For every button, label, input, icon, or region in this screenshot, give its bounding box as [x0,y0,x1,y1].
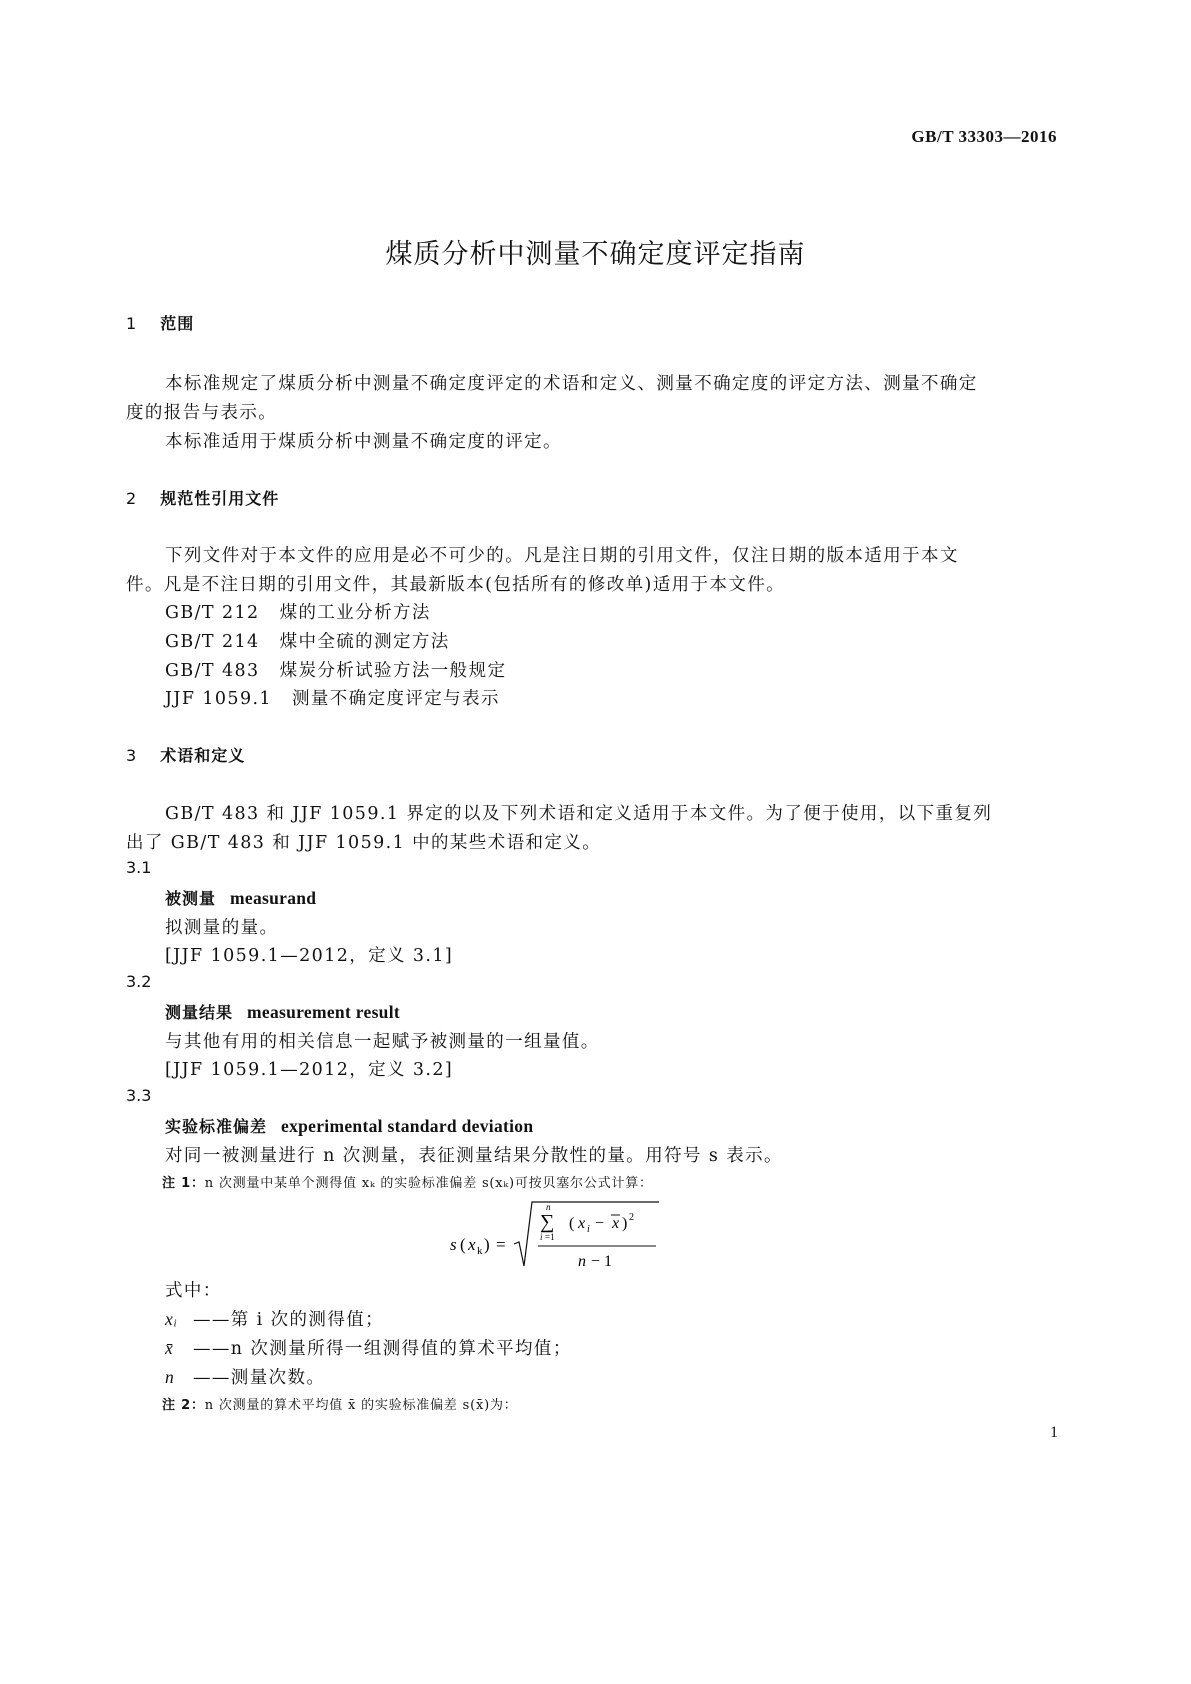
section-1-heading [126,311,194,334]
reference-title: 测量不确定度评定与表示 [291,689,500,709]
symbol-definition [165,1306,384,1331]
term-en: experimental standard deviation [281,1116,534,1136]
reference-code: GB/T 214 [165,632,260,652]
section-1-para-1-line-1: 本标准规定了煤质分析中测量不确定度评定的术语和定义、测量不确定度的评定方法、测量不确定 [165,374,978,394]
section-1-para-1-line-2: 度的报告与表示。 [126,403,278,423]
section-2-para-line-1: 下列文件对于本文件的应用是必不可少的。凡是注日期的引用文件，仅注日期的版本适用于本文 [165,546,959,566]
symbol-definition [165,1335,572,1360]
term-zh: 实验标准偏差 [165,1117,268,1136]
term-zh: 被测量 [165,889,217,908]
svg-text:s: s [450,1235,457,1254]
note-label: 注 2： [162,1398,205,1413]
term-en: measurement result [247,1002,401,1022]
symbol: x̄ [165,1338,175,1358]
term-zh: 测量结果 [165,1003,234,1022]
reference-code: GB/T 212 [165,603,260,623]
svg-text:x: x [468,1235,476,1254]
section-2-para-line-2: 件。凡是不注日期的引用文件，其最新版本(包括所有的修改单)适用于本文件。 [126,575,786,595]
svg-text:− 1: − 1 [591,1253,613,1270]
section-3-para-line-2: 出了 GB/T 483 和 JJF 1059.1 中的某些术语和定义。 [126,833,602,853]
reference-title: 煤中全硫的测定方法 [279,632,450,652]
term-heading [165,1000,400,1023]
note-text: n 次测量中某单个测得值 xₖ 的实验标准偏差 s(xₖ)可按贝塞尔公式计算： [204,1176,653,1191]
note-text: n 次测量的算术平均值 x̄ 的实验标准偏差 s(x̄)为： [204,1398,518,1413]
section-2-heading [126,486,279,509]
section-number: 1 [126,314,137,333]
svg-text:i: i [587,1224,590,1235]
section-3-heading [126,743,245,766]
normative-reference [165,628,450,653]
symbol: xᵢ [165,1309,179,1329]
section-title: 术语和定义 [160,746,246,765]
section-title: 规范性引用文件 [160,489,280,508]
normative-reference [165,657,506,682]
note-2 [162,1394,518,1413]
page-number: 1 [1050,1424,1058,1441]
svg-text:n: n [546,1202,551,1212]
svg-text:2: 2 [629,1212,634,1223]
document-title: 煤质分析中测量不确定度评定指南 [385,239,806,270]
symbol-meaning: ——测量次数。 [193,1368,326,1388]
svg-text:n: n [578,1253,586,1270]
term-number: 3.1 [126,858,152,877]
svg-text:i: i [540,1232,543,1242]
svg-text:=: = [496,1235,506,1254]
section-1-para-2: 本标准适用于煤质分析中测量不确定度的评定。 [165,432,562,452]
section-3-para-line-1: GB/T 483 和 JJF 1059.1 界定的以及下列术语和定义适用于本文件。为了便于使用，以下重复列 [165,804,993,824]
reference-title: 煤的工业分析方法 [279,603,431,623]
reference-code: JJF 1059.1 [165,689,272,709]
svg-text:(: ( [569,1215,575,1232]
term-heading [165,886,316,909]
reference-code: GB/T 483 [165,661,260,681]
note-label: 注 1： [162,1176,205,1191]
term-source: [JJF 1059.1—2012，定义 3.2] [165,1060,454,1080]
term-number: 3.2 [126,972,152,991]
svg-text:x: x [578,1215,586,1232]
section-number: 2 [126,489,137,508]
term-number: 3.3 [126,1086,152,1105]
symbol-meaning: ——第 i 次的测得值； [193,1310,385,1330]
where-label: 式中： [165,1281,222,1301]
symbol-meaning: ——n 次测量所得一组测得值的算术平均值； [193,1339,572,1359]
term-source: [JJF 1059.1—2012，定义 3.1] [165,946,454,966]
section-number: 3 [126,746,137,765]
svg-text:): ) [484,1235,490,1254]
svg-text:x: x [612,1215,620,1232]
note-1 [162,1172,653,1191]
standard-number: GB/T 33303—2016 [911,127,1057,146]
symbol: n [165,1367,176,1387]
svg-text:−: − [595,1215,605,1232]
term-definition: 与其他有用的相关信息一起赋予被测量的一组量值。 [165,1032,600,1052]
bessel-formula [444,1198,664,1274]
svg-text:): ) [622,1215,628,1232]
svg-text:k: k [477,1245,483,1257]
term-definition: 对同一被测量进行 n 次测量，表征测量结果分散性的量。用符号 s 表示。 [165,1146,783,1166]
normative-reference [165,599,431,624]
term-en: measurand [230,888,317,908]
svg-text:(: ( [460,1235,466,1254]
svg-text:∑: ∑ [540,1211,555,1233]
svg-text:=1: =1 [545,1232,555,1242]
symbol-definition [165,1364,325,1389]
section-title: 范围 [160,314,195,333]
reference-title: 煤炭分析试验方法一般规定 [279,661,507,681]
term-definition: 拟测量的量。 [165,918,279,938]
normative-reference [165,685,500,710]
term-heading [165,1114,533,1137]
